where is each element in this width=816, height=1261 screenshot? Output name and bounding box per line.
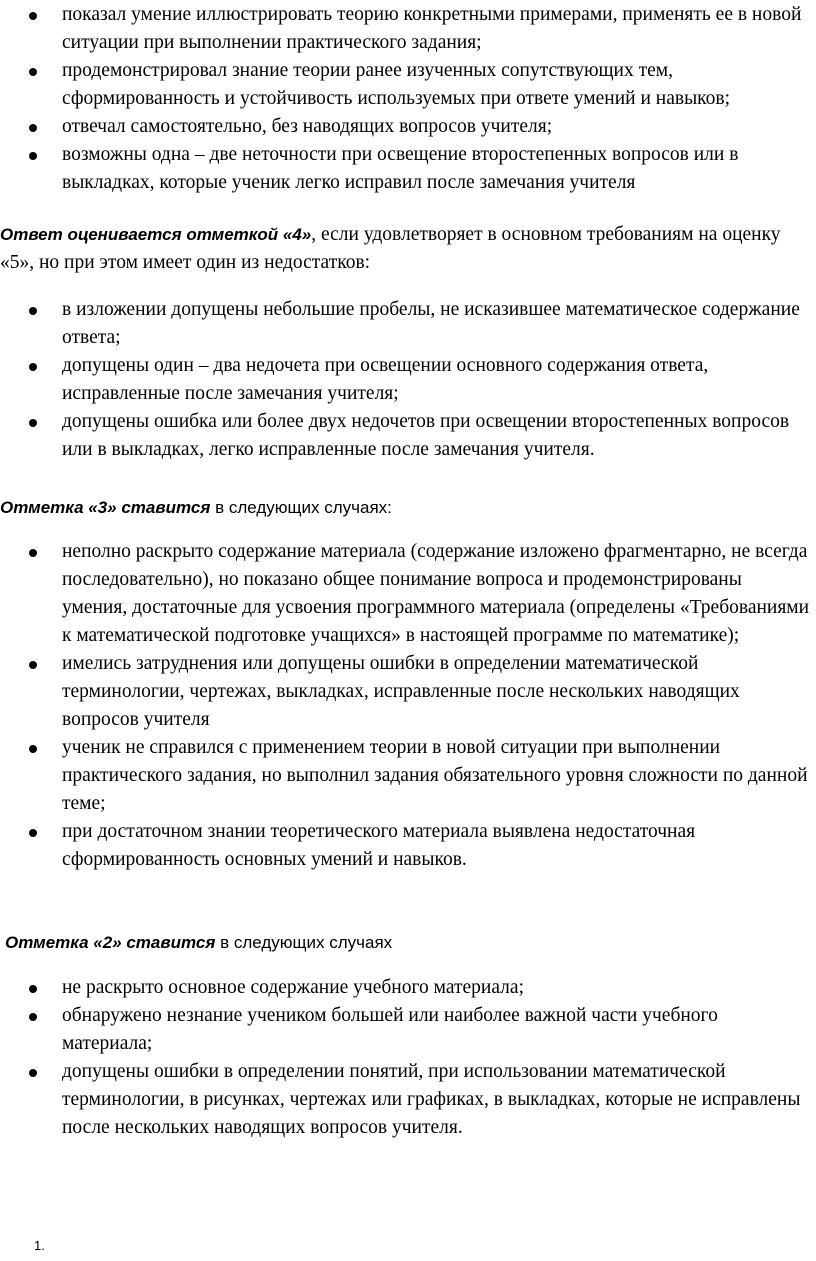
- grade2-heading-bold: Отметка «2» ставится: [5, 933, 216, 952]
- grade4-heading: [0, 221, 812, 277]
- bullet-icon: [29, 152, 37, 160]
- grade4-criteria-list: [0, 296, 816, 464]
- grade3-criteria-list: [0, 538, 816, 874]
- list-item: допущены один – два недочета при освещении основного содержания ответа, исправленные после замечания учителя;: [0, 352, 816, 408]
- list-item: возможны одна – две неточности при освещение второстепенных вопросов или в выкладках, которые ученик легко исправил после замечания учителя: [0, 141, 816, 197]
- grade3-heading: [0, 494, 392, 523]
- bullet-icon: [29, 745, 37, 753]
- list-item: показал умение иллюстрировать теорию конкретными примерами, применять ее в новой ситуации при выполнении практического задания;: [0, 1, 816, 57]
- grade3-heading-text: в следующих случаях:: [210, 498, 392, 517]
- grade2-heading-text: в следующих случаях: [215, 933, 393, 952]
- bullet-icon: [29, 124, 37, 132]
- page-number: 1.: [34, 1238, 45, 1253]
- bullet-icon: [29, 985, 37, 993]
- bullet-icon: [29, 661, 37, 669]
- bullet-icon: [29, 419, 37, 427]
- bullet-icon: [29, 12, 37, 20]
- list-item: в изложении допущены небольшие пробелы, не исказившее математическое содержание ответа;: [0, 296, 816, 352]
- list-item: допущены ошибки в определении понятий, при использовании математической терминологии, в рисунках, чертежах или графиках, в выкладках, которые не исправлены после нескольких наводящих вопросов учителя.: [0, 1058, 816, 1142]
- grade3-heading-bold: Отметка «3» ставится: [0, 498, 211, 517]
- bullet-icon: [29, 1013, 37, 1021]
- bullet-icon: [29, 829, 37, 837]
- list-item: имелись затруднения или допущены ошибки в определении математической терминологии, чертежах, выкладках, исправленные после нескольких наводящих вопросов учителя: [0, 650, 816, 734]
- list-item: допущены ошибка или более двух недочетов при освещении второстепенных вопросов или в выкладках, легко исправленные после замечания учителя.: [0, 408, 816, 464]
- grade4-heading-text: , если удовлетворяет в основном требованиям на оценку «5», но при этом имеет один из недостатков:: [0, 224, 781, 273]
- bullet-icon: [29, 307, 37, 315]
- list-item: не раскрыто основное содержание учебного материала;: [0, 974, 816, 1002]
- list-item: неполно раскрыто содержание материала (содержание изложено фрагментарно, не всегда последовательно), но показано общее понимание вопроса и продемонстрированы умения, достаточные для усвоения программного материала (определены «Требованиями к математической подготовке учащихся» в настоящей программе по математике);: [0, 538, 816, 650]
- list-item: отвечал самостоятельно, без наводящих вопросов учителя;: [0, 113, 816, 141]
- bullet-icon: [29, 1069, 37, 1077]
- bullet-icon: [29, 363, 37, 371]
- grade5-criteria-list: [0, 1, 816, 197]
- grade2-criteria-list: [0, 974, 816, 1142]
- grade4-heading-bold: Ответ оценивается отметкой «4»: [0, 225, 312, 244]
- bullet-icon: [29, 68, 37, 76]
- bullet-icon: [29, 549, 37, 557]
- list-item: при достаточном знании теоретического материала выявлена недостаточная сформированность основных умений и навыков.: [0, 818, 816, 874]
- list-item: ученик не справился с применением теории в новой ситуации при выполнении практического задания, но выполнил задания обязательного уровня сложности по данной теме;: [0, 734, 816, 818]
- list-item: продемонстрировал знание теории ранее изученных сопутствующих тем, сформированность и устойчивость используемых при ответе умений и навыков;: [0, 57, 816, 113]
- grade2-heading: [5, 929, 392, 958]
- list-item: обнаружено незнание учеником большей или наиболее важной части учебного материала;: [0, 1002, 816, 1058]
